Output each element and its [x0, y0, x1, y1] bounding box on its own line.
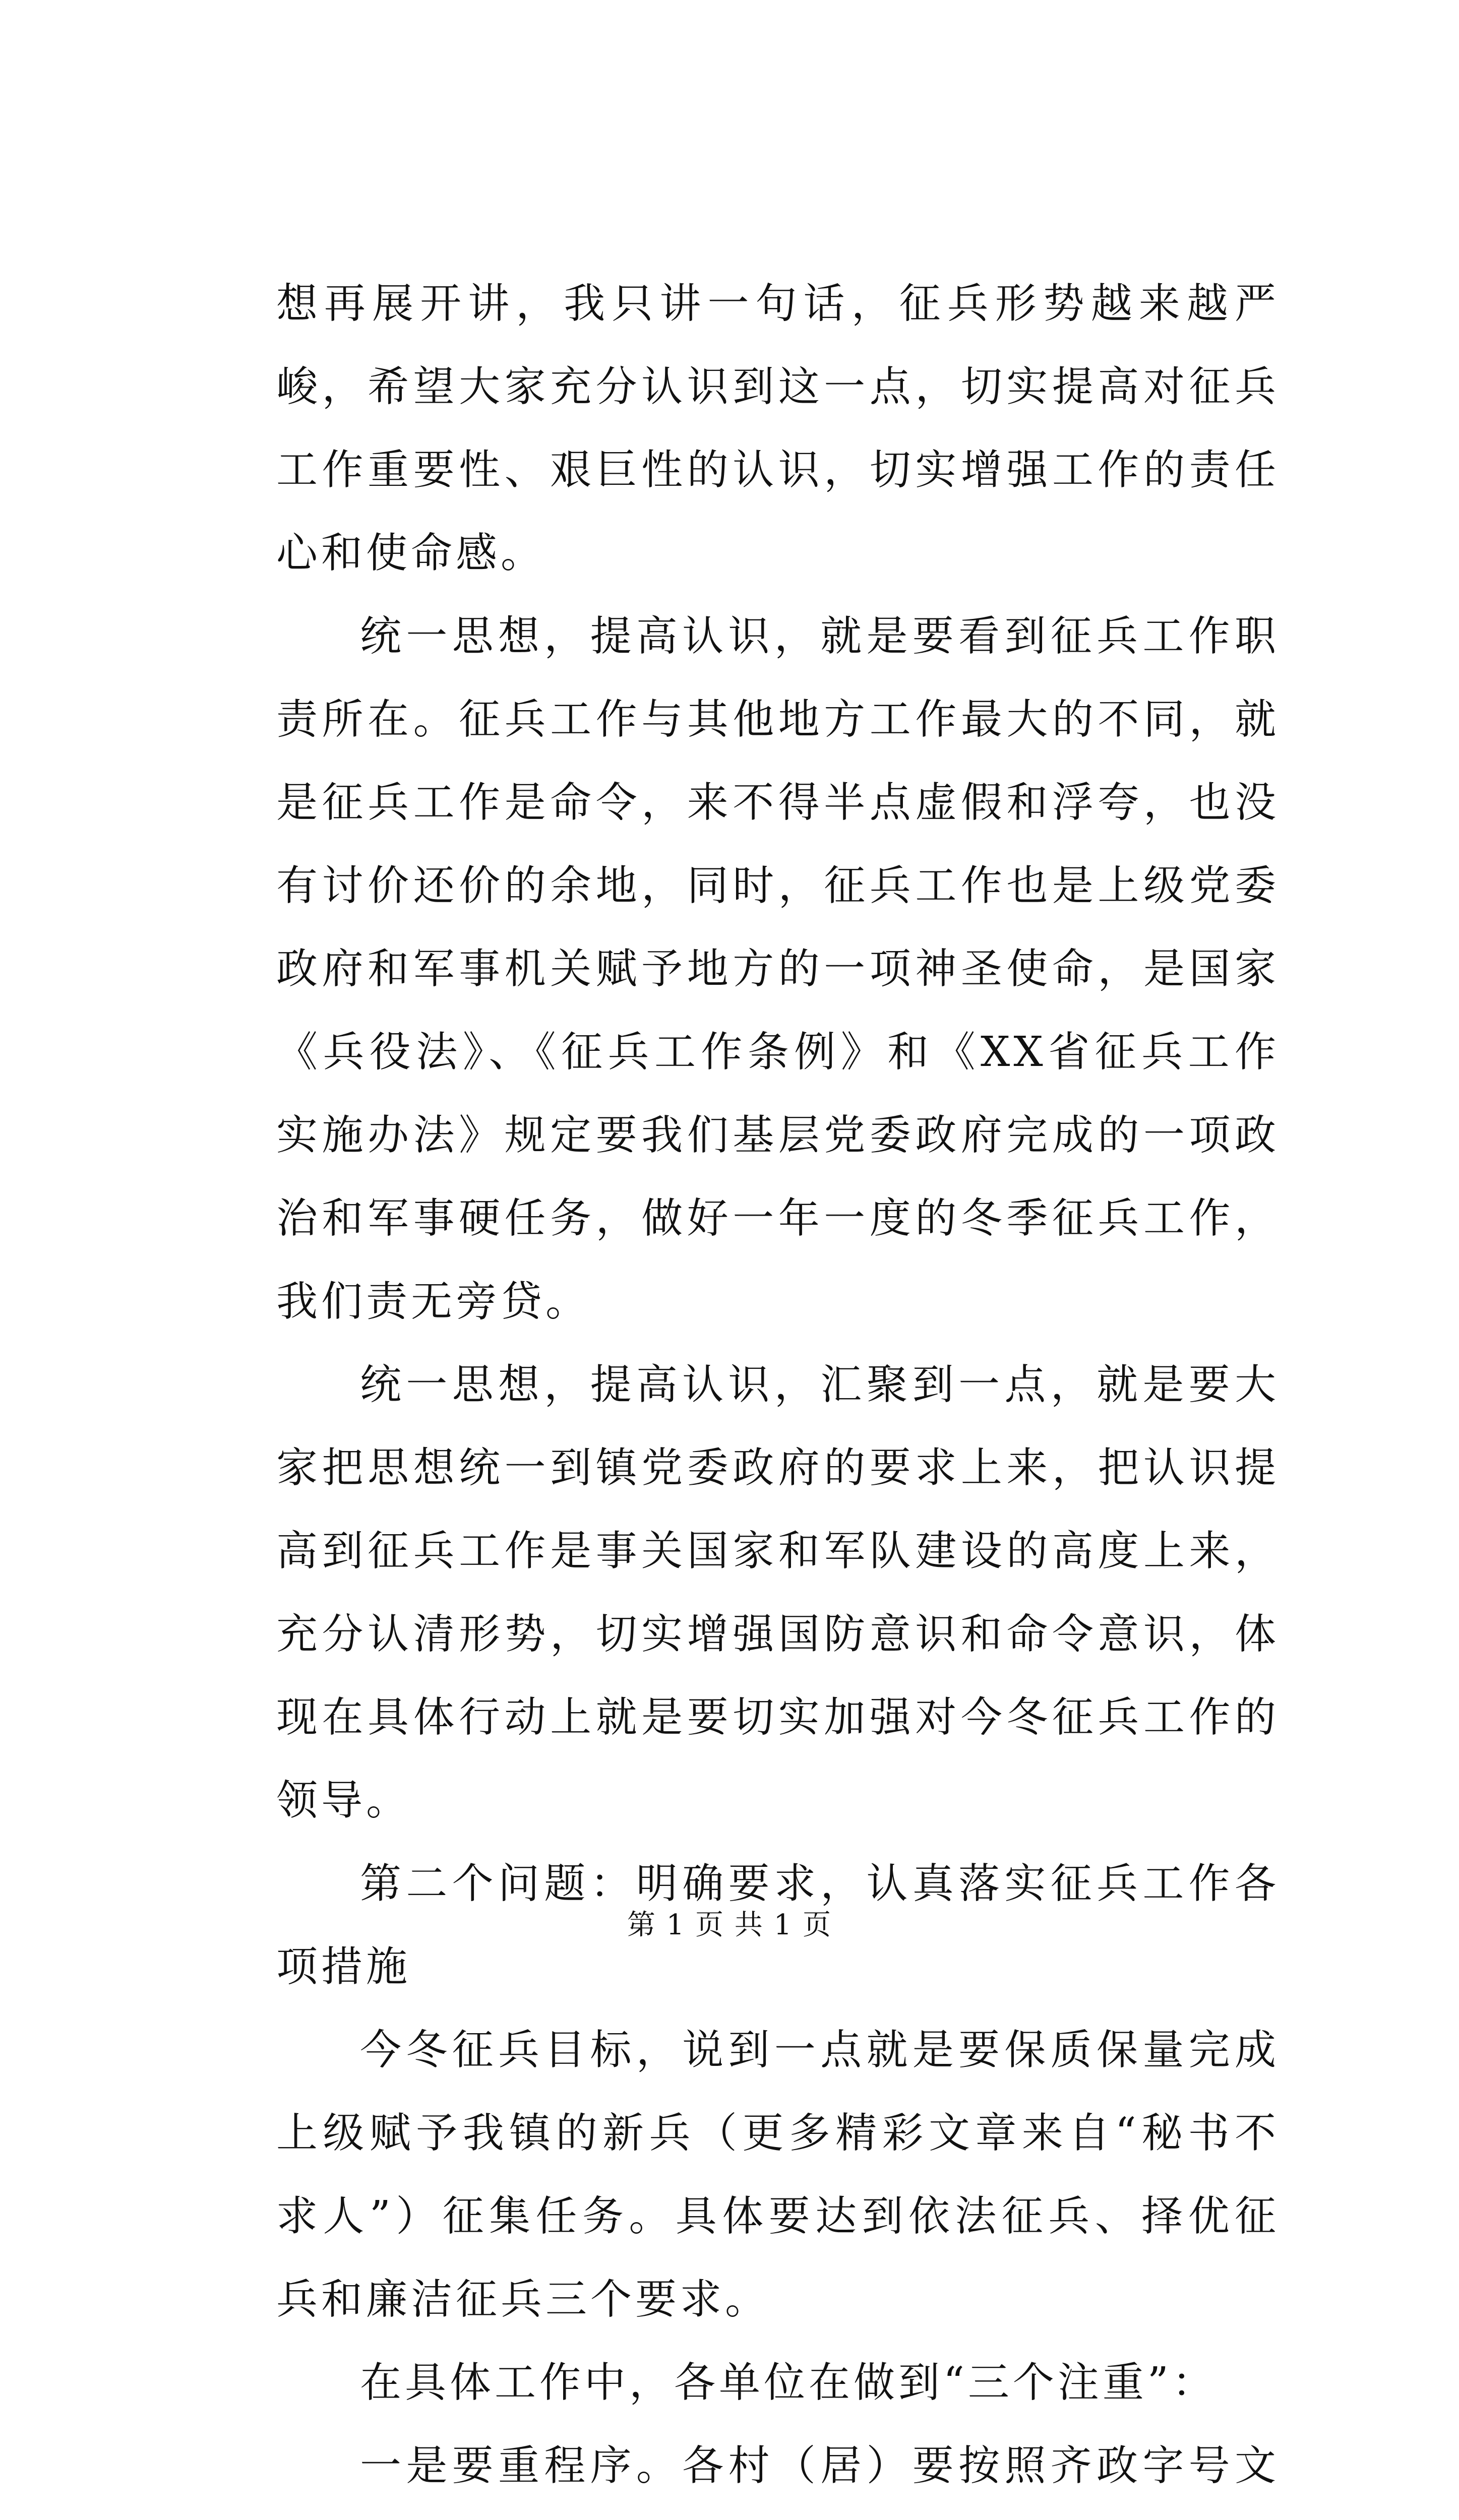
paragraph-recruitment-goal: 今冬征兵目标，说到一点就是要保质保量完成上级赋予我镇的新兵（更多精彩文章来自“秘书不求人”）征集任务。具体要达到依法征兵、择优征兵和廉洁征兵三个要求。: [276, 2026, 1280, 2323]
section-heading-second-issue: 第二个问题：明确要求，认真落实征兵工作各项措施: [276, 1860, 1280, 1991]
paragraph-emphasis-procedure: 一是要重程序。各村（居）要按照齐政字号文: [360, 2442, 1280, 2490]
paragraph-duty: 统一思想，提高认识，就是要看到征兵工作职责所在。征兵工作与其他地方工作最大的不同，就是征兵工作是命令，来不得半点虚假和浮夸，也没有讨价还价的余地，同时，征兵工作也是上级党委政府和军事机关赋予地方的一项神圣使命，是国家《兵役法》、《征兵工作条例》和《XX省征兵工作实施办法》规定要我们基层党委政府完成的一项政治和军事硬任务，做好一年一度的冬季征兵工作，我们责无旁贷。: [276, 612, 1280, 1326]
document-body: [276, 262, 1280, 2520]
paragraph-unify-thinking: 统一思想，提高认识，汇聚到一点，就是要大家把思想统一到镇党委政府的要求上来，把认识提高到征兵工作是事关国家和军队建设的高度上来，充分认清形势，切实增强国防意识和命令意识，体现在具体行动上就是要切实加强对今冬征兵工作的领导。: [276, 1361, 1280, 1824]
paragraph-three-emphases: 在具体工作中，各单位在做到“三个注重”：: [360, 2359, 1217, 2407]
page-footer: 第 1 页 共 1 页: [627, 1909, 832, 1941]
paragraph-continuation: 想再展开讲，我只讲一句话，征兵形势越来越严峻，希望大家充分认识到这一点，切实提高对征兵工作重要性、艰巨性的认识，切实增强工作的责任心和使命感。: [276, 280, 1280, 577]
